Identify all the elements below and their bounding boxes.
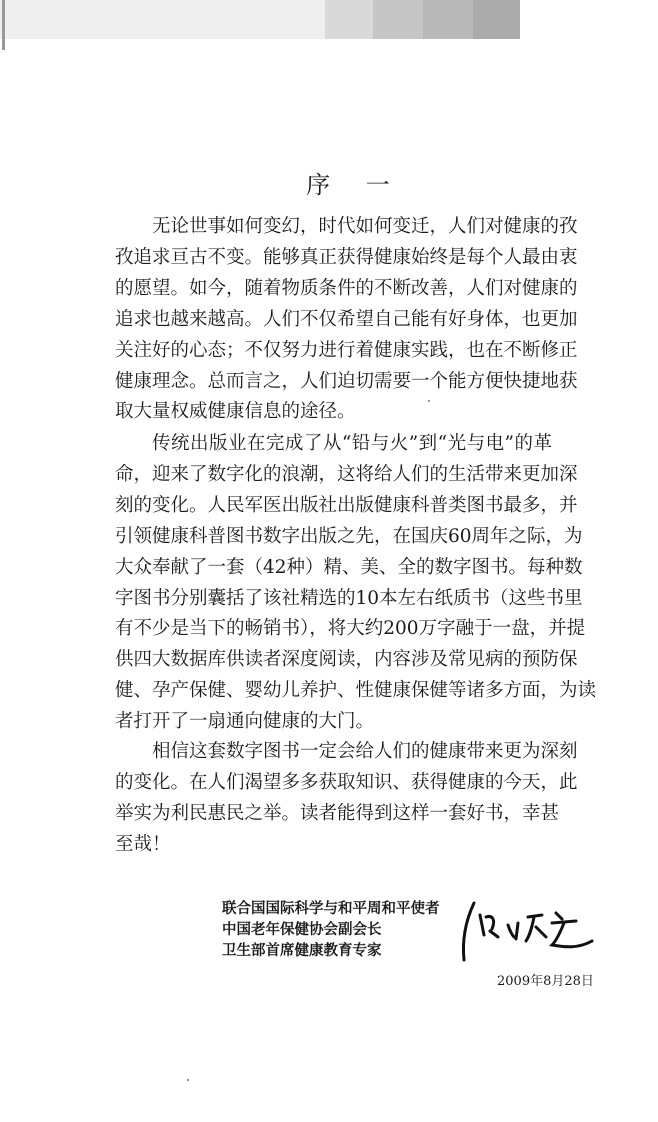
author-title: 卫生部首席健康教育专家	[222, 942, 382, 959]
paragraph-line: 无论世事如何变幻，时代如何变迁，人们对健康的孜	[152, 216, 578, 237]
paragraph-line: 的愿望。如今，随着物质条件的不断改善，人们对健康的	[115, 277, 578, 299]
paragraph-line: 引领健康科普图书数字出版之先，在国庆60周年之际，为	[115, 525, 583, 547]
scan-speck	[187, 1079, 189, 1081]
paragraph-line: 命，迎来了数字化的浪潮，这将给人们的生活带来更加深	[115, 463, 578, 485]
paragraph-line: 孜追求亘古不变。能够真正获得健康始终是每个人最由衷	[115, 246, 578, 268]
date: 2009年8月28日	[497, 974, 594, 989]
paragraph-line: 关注好的心态；不仅努力进行着健康实践，也在不断修正	[115, 339, 578, 361]
paragraph-line: 刻的变化。人民军医出版社出版健康科普类图书最多，并	[115, 494, 578, 516]
scan-header-band	[373, 0, 423, 39]
scan-header-band	[325, 0, 373, 39]
paragraph-line: 的变化。在人们渴望多多获取知识、获得健康的今天，此	[115, 771, 578, 793]
page-title: 序 一	[306, 171, 404, 199]
scan-header-band	[0, 0, 325, 39]
paragraph-line: 相信这套数字图书一定会给人们的健康带来更为深刻	[152, 741, 578, 762]
author-title: 联合国国际科学与和平周和平使者	[222, 900, 440, 917]
handwritten-signature	[452, 895, 602, 965]
paragraph-line: 供四大数据库供读者深度阅读，内容涉及常见病的预防保	[115, 649, 578, 671]
paragraph-line: 取大量权威健康信息的途径。	[115, 401, 356, 423]
scan-header-band	[423, 0, 473, 39]
paragraph-line: 字图书分别囊括了该社精选的10本左右纸质书（这些书里	[115, 587, 583, 609]
paragraph-line: 追求也越来越高。人们不仅希望自己能有好身体，也更加	[115, 308, 578, 330]
scan-header-band	[473, 0, 520, 39]
paragraph-line: 健、孕产保健、婴幼儿养护、性健康保健等诸多方面，为读	[115, 680, 597, 702]
paragraph-line: 健康理念。总而言之，人们迫切需要一个能方便快捷地获	[115, 370, 578, 392]
paragraph-line: 有不少是当下的畅销书），将大约200万字融于一盘，并提	[115, 618, 586, 640]
paragraph-line: 举实为利民惠民之举。读者能得到这样一套好书，幸甚	[115, 802, 560, 824]
paragraph-line: 者打开了一扇通向健康的大门。	[115, 711, 375, 733]
scan-speck	[428, 400, 430, 402]
paragraph-line: 传统出版业在完成了从“铅与火”到“光与电”的革	[152, 433, 552, 454]
paragraph-line: 至哉！	[115, 833, 171, 855]
paragraph-line: 大众奉献了一套（42种）精、美、全的数字图书。每种数	[115, 556, 583, 578]
scan-edge	[2, 0, 5, 50]
author-title: 中国老年保健协会副会长	[222, 921, 382, 938]
